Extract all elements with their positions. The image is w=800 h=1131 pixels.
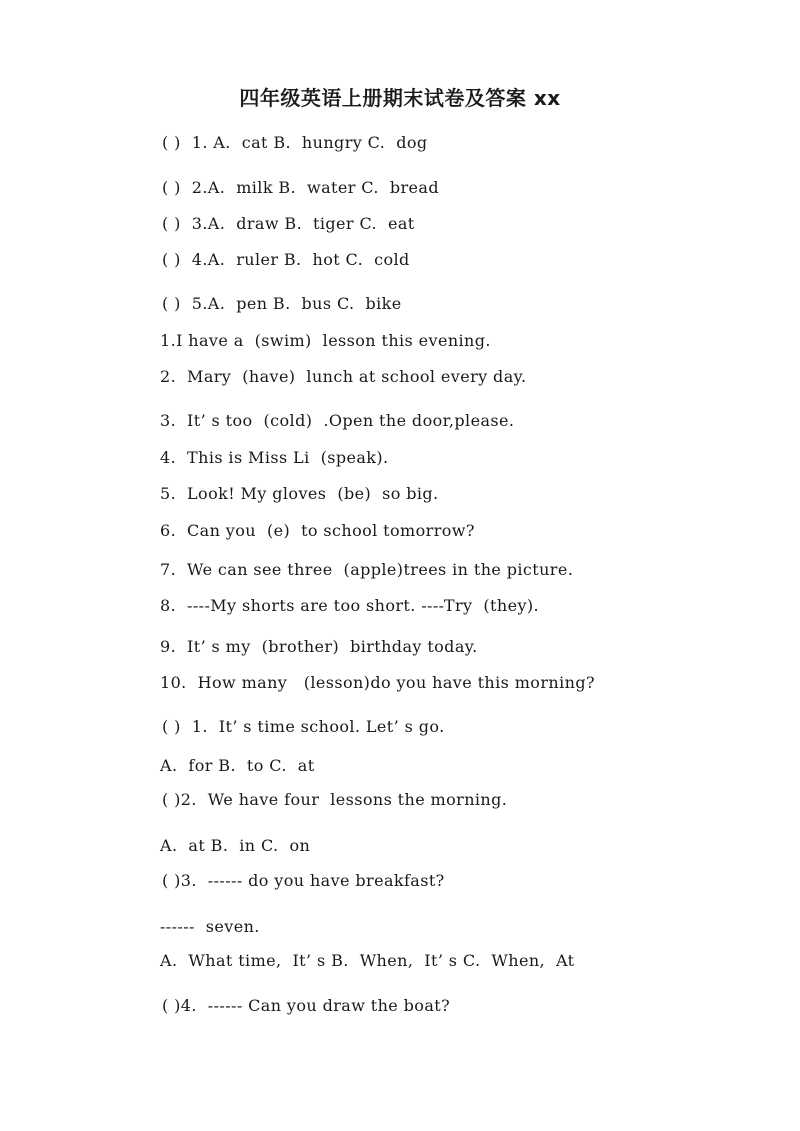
question-line: 3. It’ s too (cold) .Open the door,please.: [160, 411, 515, 430]
option-line: A. What time, It’ s B. When, It’ s C. When, At: [160, 951, 575, 970]
question-line: ( ) 5.A. pen B. bus C. bike: [162, 294, 402, 313]
question-line: ( ) 2.A. milk B. water C. bread: [162, 178, 439, 197]
question-line: 8. ----My shorts are too short. ----Try (they).: [160, 596, 540, 615]
question-line: 5. Look! My gloves (be) so big.: [160, 484, 439, 503]
question-line: ( ) 1. It’ s time school. Let’ s go.: [162, 717, 445, 736]
question-line: ( )4. ------ Can you draw the boat?: [162, 996, 451, 1015]
question-line: 1.I have a (swim) lesson this evening.: [160, 331, 491, 350]
question-line: 7. We can see three (apple)trees in the picture.: [160, 560, 574, 579]
answer-line: ------ seven.: [160, 917, 260, 936]
page-title: 四年级英语上册期末试卷及答案 xx: [239, 86, 561, 110]
option-line: A. for B. to C. at: [160, 756, 315, 775]
question-line: 6. Can you (e) to school tomorrow?: [160, 521, 475, 540]
question-line: ( ) 3.A. draw B. tiger C. eat: [162, 214, 415, 233]
question-line: 9. It’ s my (brother) birthday today.: [160, 637, 478, 656]
question-line: 10. How many (lesson)do you have this morning?: [160, 673, 595, 692]
question-line: 4. This is Miss Li (speak).: [160, 448, 389, 467]
option-line: A. at B. in C. on: [160, 836, 311, 855]
question-line: ( ) 4.A. ruler B. hot C. cold: [162, 250, 410, 269]
question-line: 2. Mary (have) lunch at school every day.: [160, 367, 527, 386]
question-line: ( )2. We have four lessons the morning.: [162, 790, 508, 809]
question-line: ( )3. ------ do you have breakfast?: [162, 871, 445, 890]
question-line: ( ) 1. A. cat B. hungry C. dog: [162, 133, 428, 152]
